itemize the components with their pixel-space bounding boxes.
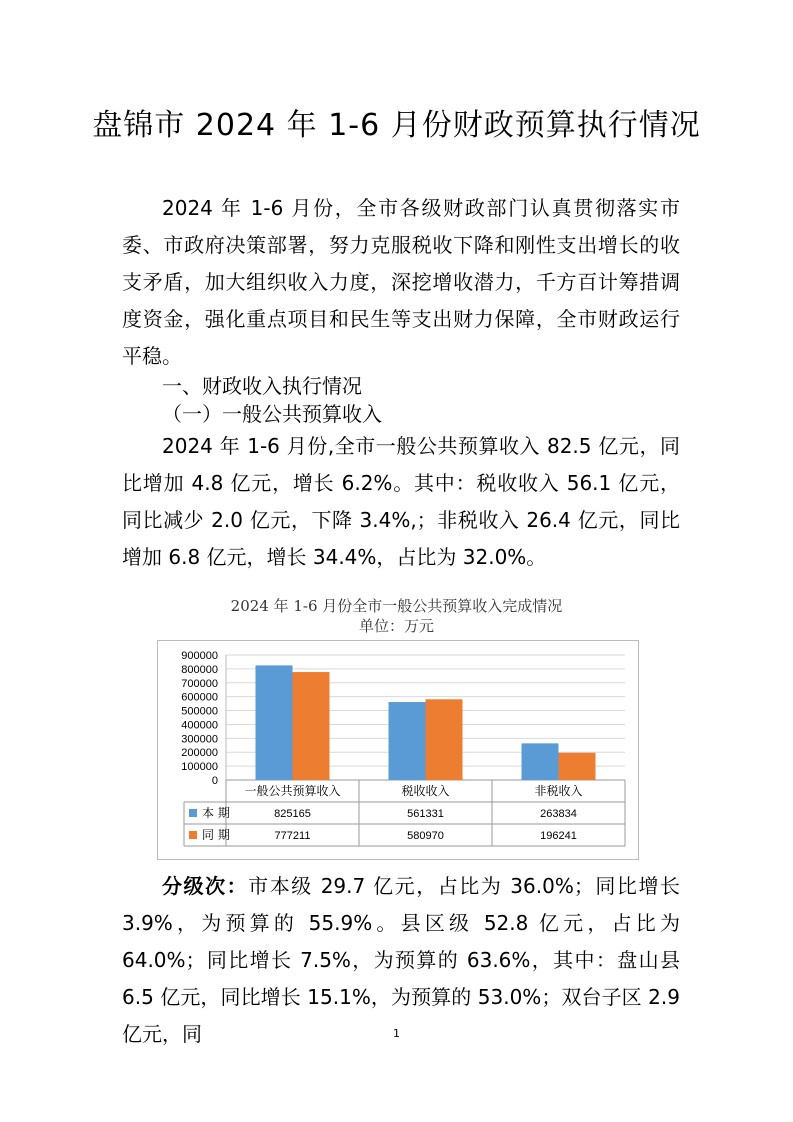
section-revenue [122,428,680,576]
legend-swatch [189,831,197,839]
level-paragraph [122,868,680,1053]
y-tick-label: 600000 [181,691,218,704]
section-intro [122,190,680,375]
bar-previous [426,699,463,780]
y-tick-label: 400000 [181,719,218,732]
legend-label: 本 期 [202,806,230,820]
page-number: 1 [393,1027,400,1040]
y-tick-label: 200000 [181,747,218,760]
legend-swatch [189,809,197,817]
y-tick-label: 500000 [181,705,218,718]
y-tick-label: 800000 [181,663,218,676]
bar-current [389,702,426,780]
heading-revenue: 一、财政收入执行情况 [162,374,362,398]
category-label: 一般公共预算收入 [244,784,341,798]
data-value: 196241 [540,830,577,842]
level-text: 市本级 29.7 亿元，占比为 36.0%；同比增长 3.9%，为预算的 55.9%。县区级 52.8 亿元，占比为 64.0%；同比增长 7.5%，为预算的 63.6%，其中：盘山县 6.5 亿元，同比增长 15.1%，为预算的 53.0%；双台子区 2.9 亿元，同 [122,874,680,1046]
chart-title: 2024 年 1-6 月份全市一般公共预算收入完成情况 [230,597,563,615]
y-tick-label: 900000 [181,650,218,662]
data-value: 561331 [407,808,444,820]
y-tick-label: 300000 [181,733,218,746]
y-tick-label: 700000 [181,677,218,690]
y-tick-label: 0 [211,775,218,787]
category-label: 非税收入 [534,784,583,798]
revenue-chart-frame [157,640,639,860]
bar-previous [559,753,596,780]
chart-subtitle: 单位：万元 [358,617,434,635]
category-label: 税收收入 [401,784,450,798]
data-value: 263834 [540,808,577,820]
bar-current [522,743,559,780]
bar-previous [293,672,330,780]
revenue-chart [158,641,638,859]
bar-current [256,665,293,780]
level-lead: 分级次： [162,874,249,898]
section-level [122,868,680,1053]
revenue-paragraph: 2024 年 1-6 月份,全市一般公共预算收入 82.5 亿元，同比增加 4.8 亿元，增长 6.2%。其中：税收收入 56.1 亿元，同比减少 2.0 亿元，下降 3.4%,；非税收入 26.4 亿元，同比增加 6.8 亿元，增长 34.4%，占比为 32.0%。 [122,434,680,569]
section-headings [122,372,680,428]
y-tick-label: 100000 [181,761,218,774]
data-value: 580970 [407,830,444,842]
heading-general-budget: （一）一般公共预算收入 [162,402,382,426]
intro-paragraph: 2024 年 1-6 月份，全市各级财政部门认真贯彻落实市委、市政府决策部署，努力克服税收下降和刚性支出增长的收支矛盾，加大组织收入力度，深挖增收潜力，千方百计筹措调度资金，强化重点项目和民生等支出财力保障，全市财政运行平稳。 [122,196,680,368]
data-value: 825165 [274,808,311,820]
data-value: 777211 [274,830,311,842]
page-title: 盘锦市 2024 年 1-6 月份财政预算执行情况 [92,108,701,143]
legend-label: 同 期 [202,828,230,842]
